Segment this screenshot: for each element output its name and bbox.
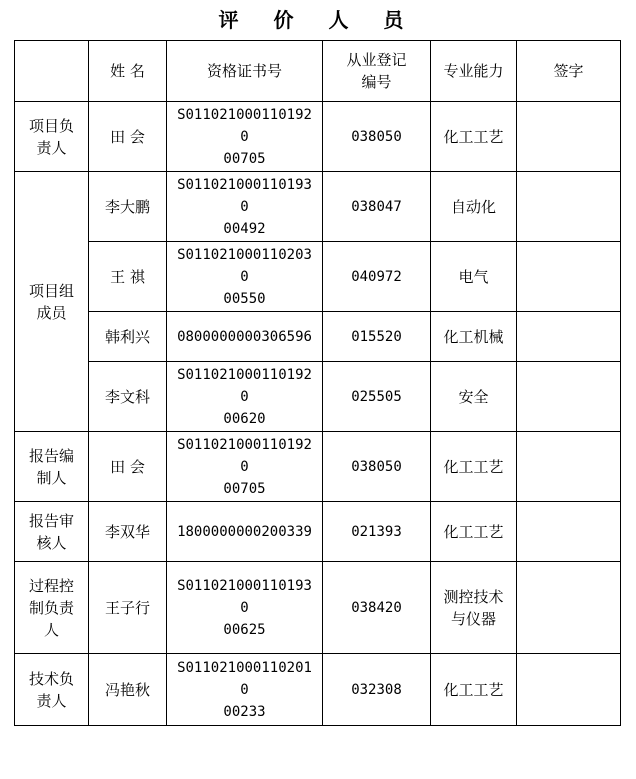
table-row bbox=[15, 654, 621, 726]
header-sign: 签字 bbox=[517, 41, 621, 102]
skill-cell: 化工工艺 bbox=[431, 502, 517, 562]
reg-cell: 015520 bbox=[323, 312, 431, 362]
header-skill: 专业能力 bbox=[431, 41, 517, 102]
table-row bbox=[15, 502, 621, 562]
table-row bbox=[15, 172, 621, 242]
role-cell: 技术负 责人 bbox=[15, 654, 89, 726]
cert-cell: S0110210001101920 00705 bbox=[167, 102, 323, 172]
cert-cell: S0110210001101930 00625 bbox=[167, 562, 323, 654]
name-cell: 田 会 bbox=[89, 102, 167, 172]
table-row bbox=[15, 312, 621, 362]
role-cell: 过程控 制负责 人 bbox=[15, 562, 89, 654]
name-cell: 田 会 bbox=[89, 432, 167, 502]
skill-cell: 测控技术 与仪器 bbox=[431, 562, 517, 654]
name-cell: 李文科 bbox=[89, 362, 167, 432]
name-cell: 韩利兴 bbox=[89, 312, 167, 362]
header-row bbox=[15, 41, 621, 102]
reg-cell: 038420 bbox=[323, 562, 431, 654]
cert-cell: S0110210001102010 00233 bbox=[167, 654, 323, 726]
sign-cell[interactable] bbox=[517, 172, 621, 242]
reg-cell: 038047 bbox=[323, 172, 431, 242]
reg-cell: 040972 bbox=[323, 242, 431, 312]
sign-cell[interactable] bbox=[517, 502, 621, 562]
role-cell: 报告编 制人 bbox=[15, 432, 89, 502]
cert-cell: 1800000000200339 bbox=[167, 502, 323, 562]
cert-cell: 0800000000306596 bbox=[167, 312, 323, 362]
table-row bbox=[15, 562, 621, 654]
header-cert: 资格证书号 bbox=[167, 41, 323, 102]
skill-cell: 化工机械 bbox=[431, 312, 517, 362]
sign-cell[interactable] bbox=[517, 654, 621, 726]
page-title: 评 价 人 员 bbox=[218, 8, 418, 32]
skill-cell: 安全 bbox=[431, 362, 517, 432]
sign-cell[interactable] bbox=[517, 562, 621, 654]
skill-cell: 自动化 bbox=[431, 172, 517, 242]
cert-cell: S0110210001101930 00492 bbox=[167, 172, 323, 242]
name-cell: 王 祺 bbox=[89, 242, 167, 312]
header-role bbox=[15, 41, 89, 102]
skill-cell: 化工工艺 bbox=[431, 654, 517, 726]
sign-cell[interactable] bbox=[517, 102, 621, 172]
table-row bbox=[15, 432, 621, 502]
reg-cell: 038050 bbox=[323, 102, 431, 172]
cert-cell: S0110210001101920 00620 bbox=[167, 362, 323, 432]
role-cell: 项目组 成员 bbox=[15, 172, 89, 432]
sign-cell[interactable] bbox=[517, 242, 621, 312]
name-cell: 李大鹏 bbox=[89, 172, 167, 242]
sign-cell[interactable] bbox=[517, 312, 621, 362]
skill-cell: 化工工艺 bbox=[431, 102, 517, 172]
role-cell: 报告审 核人 bbox=[15, 502, 89, 562]
reg-cell: 038050 bbox=[323, 432, 431, 502]
sign-cell[interactable] bbox=[517, 362, 621, 432]
table-row bbox=[15, 362, 621, 432]
name-cell: 李双华 bbox=[89, 502, 167, 562]
table-row bbox=[15, 242, 621, 312]
evaluator-table bbox=[14, 40, 621, 726]
reg-cell: 025505 bbox=[323, 362, 431, 432]
role-cell: 项目负 责人 bbox=[15, 102, 89, 172]
skill-cell: 电气 bbox=[431, 242, 517, 312]
name-cell: 王子行 bbox=[89, 562, 167, 654]
table-row bbox=[15, 102, 621, 172]
reg-cell: 021393 bbox=[323, 502, 431, 562]
cert-cell: S0110210001102030 00550 bbox=[167, 242, 323, 312]
name-cell: 冯艳秋 bbox=[89, 654, 167, 726]
header-reg: 从业登记 编号 bbox=[323, 41, 431, 102]
reg-cell: 032308 bbox=[323, 654, 431, 726]
skill-cell: 化工工艺 bbox=[431, 432, 517, 502]
header-name: 姓 名 bbox=[89, 41, 167, 102]
cert-cell: S0110210001101920 00705 bbox=[167, 432, 323, 502]
sign-cell[interactable] bbox=[517, 432, 621, 502]
